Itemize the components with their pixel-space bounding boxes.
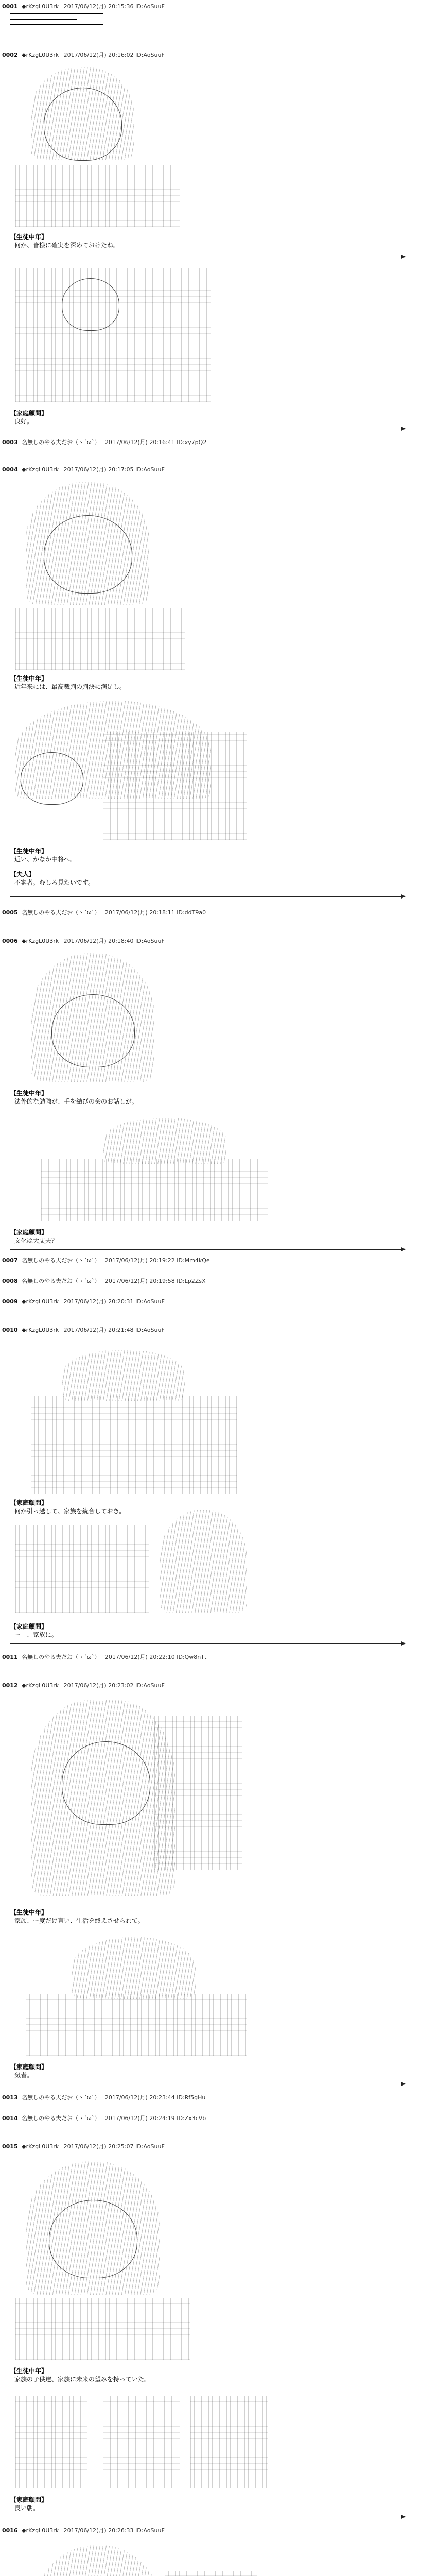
post-header: [2, 1298, 414, 1306]
divider-dash: [10, 24, 103, 25]
dialogue: [0, 845, 422, 863]
post: [0, 3, 422, 25]
post-number[interactable]: 0006: [2, 938, 18, 944]
post-trip: ◆rKzgL0U3rk: [22, 1682, 59, 1689]
ascii-art-figure: [160, 1510, 247, 1613]
dialogue-line: 近年来には、最高裁判の判決に満足し。: [14, 683, 126, 690]
dialogue-line: 家族の子供達、家族に未来の望みを持っていた。: [14, 2376, 151, 2383]
post-trip: ◆rKzgL0U3rk: [22, 938, 59, 944]
speaker-name: 【家庭顧問】: [10, 2496, 48, 2503]
dialogue-line: 近い、かなか中将へ。: [14, 856, 77, 863]
post-header: [2, 1257, 414, 1264]
ascii-art-figure: [31, 2545, 165, 2576]
speaker-name: 【生徒中年】: [10, 675, 48, 682]
ascii-art-body: [31, 1396, 237, 1494]
post-header: [2, 938, 414, 945]
post-trip: 名無しのやる夫だお（ヽ´ω`）: [22, 1257, 100, 1264]
post-timestamp: 2017/06/12(月) 20:25:07 ID:AoSuuF: [63, 2143, 165, 2150]
post-number[interactable]: 0003: [2, 439, 18, 446]
dialogue: [0, 1620, 422, 1639]
dialogue-line: ー 、家族に。: [14, 1631, 58, 1638]
post-timestamp: 2017/06/12(月) 20:26:33 ID:AoSuuF: [63, 2527, 165, 2534]
dialogue-line: 気者。: [14, 2072, 33, 2079]
speaker-name: 【家庭顧問】: [10, 410, 48, 417]
ascii-art-face: [51, 994, 135, 1067]
ascii-art-figure: [103, 2396, 180, 2488]
speaker-name: 【夫人】: [10, 871, 36, 878]
post-trip: 名無しのやる夫だお（ヽ´ω`）: [22, 2094, 100, 2101]
ascii-art-cloak: [103, 732, 247, 840]
post-timestamp: 2017/06/12(月) 20:17:05 ID:AoSuuF: [63, 466, 165, 473]
dialogue-line: 不審者。むしろ見たいです。: [14, 879, 95, 886]
post: [0, 909, 422, 917]
post-header: [2, 52, 414, 59]
post-trip: 名無しのやる夫だお（ヽ´ω`）: [22, 439, 100, 446]
post-header: [2, 909, 414, 917]
dialogue-line: 文化は大丈夫？: [14, 1237, 58, 1244]
dialogue: [0, 2061, 422, 2079]
post-header: [2, 1654, 414, 1661]
dialogue-line: 家族、ー度だけ言い、生活を終えさせられて。: [14, 1917, 144, 1924]
speaker-name: 【家庭顧問】: [10, 1229, 48, 1236]
ascii-art-figure: [190, 2396, 268, 2488]
post-trip: ◆rKzgL0U3rk: [22, 2143, 59, 2150]
post-timestamp: 2017/06/12(月) 20:24:19 ID:Zx3cVb: [104, 2115, 206, 2122]
post: [0, 439, 422, 446]
post-trip: ◆rKzgL0U3rk: [22, 466, 59, 473]
dialogue: [0, 1226, 422, 1245]
speaker-name: 【生徒中年】: [10, 233, 48, 241]
post: [0, 1654, 422, 1661]
dialogue: [0, 2365, 422, 2383]
ascii-art-body: [26, 1994, 247, 2056]
ascii-art-face: [62, 278, 119, 331]
post: [0, 2115, 422, 2122]
dialogue-line: 良い朝。: [14, 2504, 40, 2512]
post-number[interactable]: 0005: [2, 909, 18, 916]
dialogue: [0, 1906, 422, 1925]
post: [0, 2094, 422, 2102]
divider-dash: [10, 19, 77, 20]
ascii-art-body: [41, 1159, 268, 1221]
speaker-name: 【家庭顧問】: [10, 1623, 48, 1630]
post-trip: 名無しのやる夫だお（ヽ´ω`）: [22, 1278, 100, 1284]
ascii-art-figure: [62, 1350, 185, 1401]
post-timestamp: 2017/06/12(月) 20:15:36 ID:AoSuuF: [63, 3, 165, 10]
ascii-art-scene: [165, 2571, 257, 2576]
dialogue-line: 何か、皆様に確実を深めておけたね。: [14, 242, 120, 249]
speaker-name: 【家庭顧問】: [10, 1499, 48, 1506]
post-number[interactable]: 0016: [2, 2527, 18, 2534]
post-trip: ◆rKzgL0U3rk: [22, 52, 59, 58]
ascii-art-face: [49, 2200, 137, 2278]
post-header: [2, 466, 414, 473]
ascii-art-figure: [103, 1118, 226, 1164]
speaker-name: 【生徒中年】: [10, 2367, 48, 2375]
post: [0, 1278, 422, 1285]
post-number[interactable]: 0011: [2, 1654, 18, 1660]
post-header: [2, 2143, 414, 2150]
ascii-art-face: [21, 752, 83, 805]
ascii-art-body: [15, 608, 185, 670]
dialogue: [0, 868, 422, 887]
post-timestamp: 2017/06/12(月) 20:21:48 ID:AoSuuF: [63, 1327, 165, 1333]
post-trip: 名無しのやる夫だお（ヽ´ω`）: [22, 909, 100, 916]
post-header: [2, 1278, 414, 1285]
post-number[interactable]: 0013: [2, 2094, 18, 2101]
post-number[interactable]: 0008: [2, 1278, 18, 1284]
post: [0, 52, 422, 59]
post: [0, 2143, 422, 2150]
dialogue-line: 何か引っ越して、家族を統合しておき。: [14, 1507, 126, 1515]
divider-dash: [10, 13, 103, 14]
post-trip: ◆rKzgL0U3rk: [22, 3, 59, 10]
post-timestamp: 2017/06/12(月) 20:19:58 ID:Lp2ZsX: [104, 1278, 206, 1284]
post-number[interactable]: 0002: [2, 52, 18, 58]
dialogue-line: 良好。: [14, 418, 33, 425]
scene-separator: [10, 1249, 401, 1250]
post-header: [2, 2527, 414, 2534]
ascii-art-body: [15, 165, 180, 227]
ascii-art-body: [15, 2298, 190, 2360]
ascii-art-face: [44, 515, 132, 594]
scene-separator: [10, 896, 401, 897]
post-header: [2, 439, 414, 446]
post-timestamp: 2017/06/12(月) 20:18:11 ID:ddT9a0: [104, 909, 206, 916]
post: [0, 466, 422, 473]
post-number[interactable]: 0009: [2, 1298, 18, 1305]
dialogue-line: 法外的な勉強が、手を結びの会のお話しが。: [14, 1098, 138, 1105]
post: [0, 1682, 422, 1689]
speaker-name: 【生徒中年】: [10, 848, 48, 855]
scene-separator: [10, 1643, 401, 1644]
speaker-name: 【生徒中年】: [10, 1090, 48, 1097]
post-trip: ◆rKzgL0U3rk: [22, 1327, 59, 1333]
ascii-art-face: [62, 1741, 150, 1825]
post-number[interactable]: 0014: [2, 2115, 18, 2122]
post-header: [2, 1682, 414, 1689]
post-number[interactable]: 0012: [2, 1682, 18, 1689]
post-number[interactable]: 0007: [2, 1257, 18, 1264]
post-trip: 名無しのやる夫だお（ヽ´ω`）: [22, 1654, 100, 1660]
dialogue: [0, 2494, 422, 2512]
speaker-name: 【家庭顧問】: [10, 2063, 48, 2071]
ascii-art-figure: [72, 1937, 196, 1999]
post-timestamp: 2017/06/12(月) 20:22:10 ID:Qw8nTt: [104, 1654, 207, 1660]
post-header: [2, 3, 414, 10]
post: [0, 1298, 422, 1306]
post-timestamp: 2017/06/12(月) 20:16:41 ID:xy7pQ2: [104, 439, 207, 446]
post-header: [2, 1327, 414, 1334]
post-timestamp: 2017/06/12(月) 20:18:40 ID:AoSuuF: [63, 938, 165, 944]
post: [0, 1327, 422, 1334]
ascii-art-hair: [154, 1716, 242, 1870]
dialogue: [0, 672, 422, 691]
post-timestamp: 2017/06/12(月) 20:23:02 ID:AoSuuF: [63, 1682, 165, 1689]
post-number[interactable]: 0001: [2, 3, 18, 10]
post-timestamp: 2017/06/12(月) 20:16:02 ID:AoSuuF: [63, 52, 165, 58]
post: [0, 1257, 422, 1264]
dialogue: [0, 1087, 422, 1106]
post-header: [2, 2115, 414, 2122]
post-timestamp: 2017/06/12(月) 20:23:44 ID:Rf5gHu: [104, 2094, 206, 2101]
ascii-art-scene: [15, 1525, 149, 1613]
dialogue: [0, 231, 422, 249]
post-timestamp: 2017/06/12(月) 20:20:31 ID:AoSuuF: [63, 1298, 165, 1305]
post-trip: 名無しのやる夫だお（ヽ´ω`）: [22, 2115, 100, 2122]
dialogue: [0, 407, 422, 426]
speaker-name: 【生徒中年】: [10, 1909, 48, 1916]
post-header: [2, 2094, 414, 2102]
post-trip: ◆rKzgL0U3rk: [22, 2527, 59, 2534]
post-timestamp: 2017/06/12(月) 20:19:22 ID:Mm4kQe: [104, 1257, 210, 1264]
post: [0, 938, 422, 945]
post-number[interactable]: 0010: [2, 1327, 18, 1333]
post-trip: ◆rKzgL0U3rk: [22, 1298, 59, 1305]
ascii-art-figure: [15, 2396, 87, 2488]
post-number[interactable]: 0015: [2, 2143, 18, 2150]
post: [0, 2527, 422, 2534]
ascii-art-face: [44, 88, 122, 161]
post-number[interactable]: 0004: [2, 466, 18, 473]
